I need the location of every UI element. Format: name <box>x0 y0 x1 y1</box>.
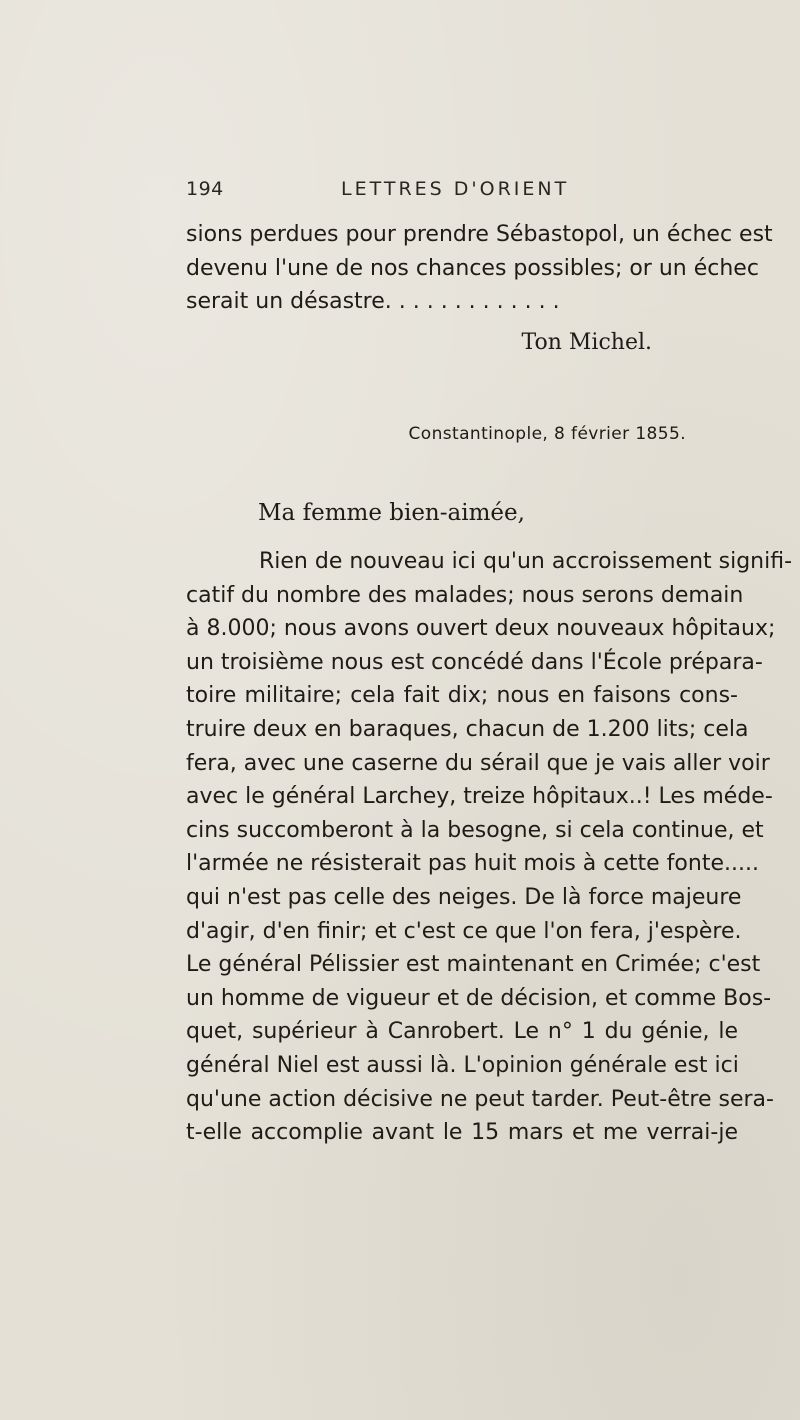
text-line: à 8.000; nous avons ouvert deux nouveaux hôpitaux; <box>186 616 776 642</box>
text-line: qu'une action décisive ne peut tarder. Peut-être sera- <box>186 1086 774 1112</box>
running-title: LETTRES D'ORIENT <box>341 178 570 200</box>
text-line: fera, avec une caserne du sérail que je vais aller voir <box>186 750 770 776</box>
signature: Ton Michel. <box>521 330 652 355</box>
letter-paragraph <box>186 545 793 1150</box>
page-number: 194 <box>186 178 224 200</box>
salutation: Ma femme bien-aimée, <box>258 500 525 526</box>
text-line: devenu l'une de nos chances possibles; or un échec <box>186 255 759 281</box>
text-line: Le général Pélissier est maintenant en Crimée; c'est <box>186 952 761 978</box>
text-line: truire deux en baraques, chacun de 1.200 lits; cela <box>186 716 749 742</box>
text-line: d'agir, d'en finir; et c'est ce que l'on fera, j'espère. <box>186 918 742 944</box>
text-line: avec le général Larchey, treize hôpitaux..! Les méde- <box>186 784 773 810</box>
running-head <box>186 178 738 206</box>
text-line: un troisième nous est concédé dans l'École prépara- <box>186 649 763 675</box>
dateline: Constantinople, 8 février 1855. <box>408 424 686 444</box>
text-line: général Niel est aussi là. L'opinion générale est ici <box>186 1052 739 1078</box>
continuation-text <box>186 218 773 319</box>
text-line: cins succomberont à la besogne, si cela continue, et <box>186 817 764 843</box>
text-line: catif du nombre des malades; nous serons demain <box>186 582 744 608</box>
text-line: Rien de nouveau ici qu'un accroissement signifi- <box>259 549 793 574</box>
text-line: toire militaire; cela fait dix; nous en faisons cons- <box>186 683 738 709</box>
text-line: sions perdues pour prendre Sébastopol, un échec est <box>186 222 773 247</box>
text-line: serait un désastre. . . . . . . . . . . . . <box>186 289 560 315</box>
text-line: qui n'est pas celle des neiges. De là force majeure <box>186 884 742 910</box>
text-line: t-elle accomplie avant le 15 mars et me verrai-je <box>186 1120 738 1146</box>
text-line: un homme de vigueur et de décision, et comme Bos- <box>186 985 772 1011</box>
text-line: l'armée ne résisterait pas huit mois à cette fonte..... <box>186 851 759 877</box>
text-line: quet, supérieur à Canrobert. Le n° 1 du génie, le <box>186 1019 738 1045</box>
